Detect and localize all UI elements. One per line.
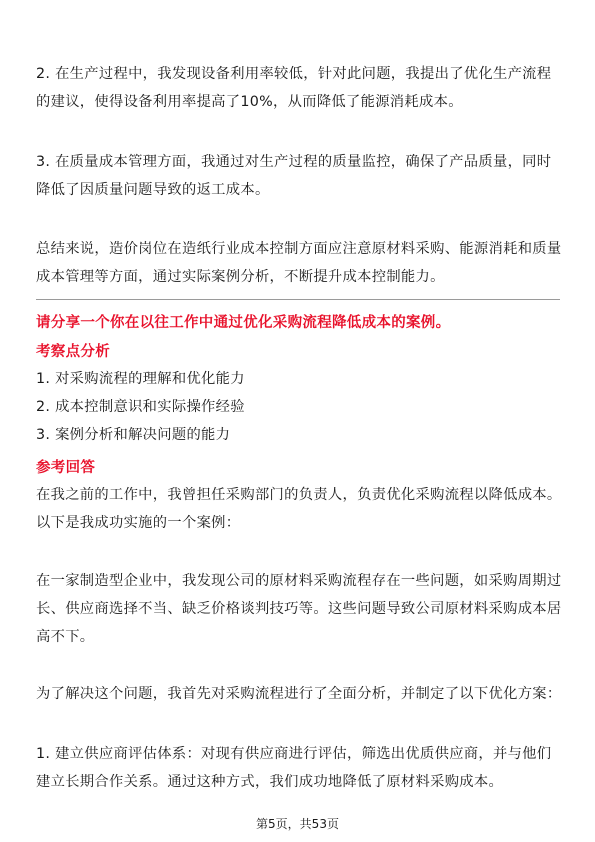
analysis-heading: 考察点分析 <box>36 344 110 360</box>
paragraph-summary: 总结来说，造价岗位在造纸行业成本控制方面应注意原材料采购、能源消耗和质量成本管理等方面，通过实际案例分析，不断提升成本控制能力。 <box>36 241 562 285</box>
page-number: 第5页，共53页 <box>256 817 339 831</box>
analysis-item: 3. 案例分析和解决问题的能力 <box>36 427 231 443</box>
answer-paragraph-plan: 为了解决这个问题，我首先对采购流程进行了全面分析，并制定了以下优化方案： <box>36 686 562 702</box>
analysis-item: 2. 成本控制意识和实际操作经验 <box>36 399 245 415</box>
answer-paragraph-intro: 在我之前的工作中，我曾担任采购部门的负责人，负责优化采购流程以降低成本。以下是我成功实施的一个案例： <box>36 487 562 531</box>
analysis-item: 1. 对采购流程的理解和优化能力 <box>36 371 245 387</box>
paragraph-quality-cost: 3. 在质量成本管理方面，我通过对生产过程的质量监控，确保了产品质量，同时降低了因质量问题导致的返工成本。 <box>36 154 552 198</box>
answer-heading: 参考回答 <box>36 460 96 476</box>
answer-paragraph-problem: 在一家制造型企业中，我发现公司的原材料采购流程存在一些问题，如采购周期过长、供应商选择不当、缺乏价格谈判技巧等。这些问题导致公司原材料采购成本居高不下。 <box>36 573 562 645</box>
section-divider <box>36 299 560 300</box>
interview-question: 请分享一个你在以往工作中通过优化采购流程降低成本的案例。 <box>36 315 451 331</box>
answer-paragraph-step-1: 1. 建立供应商评估体系：对现有供应商进行评估，筛选出优质供应商，并与他们建立长期合作关系。通过这种方式，我们成功地降低了原材料采购成本。 <box>36 746 552 790</box>
paragraph-production-process: 2. 在生产过程中，我发现设备利用率较低，针对此问题，我提出了优化生产流程的建议，使得设备利用率提高了10%，从而降低了能源消耗成本。 <box>36 66 552 110</box>
